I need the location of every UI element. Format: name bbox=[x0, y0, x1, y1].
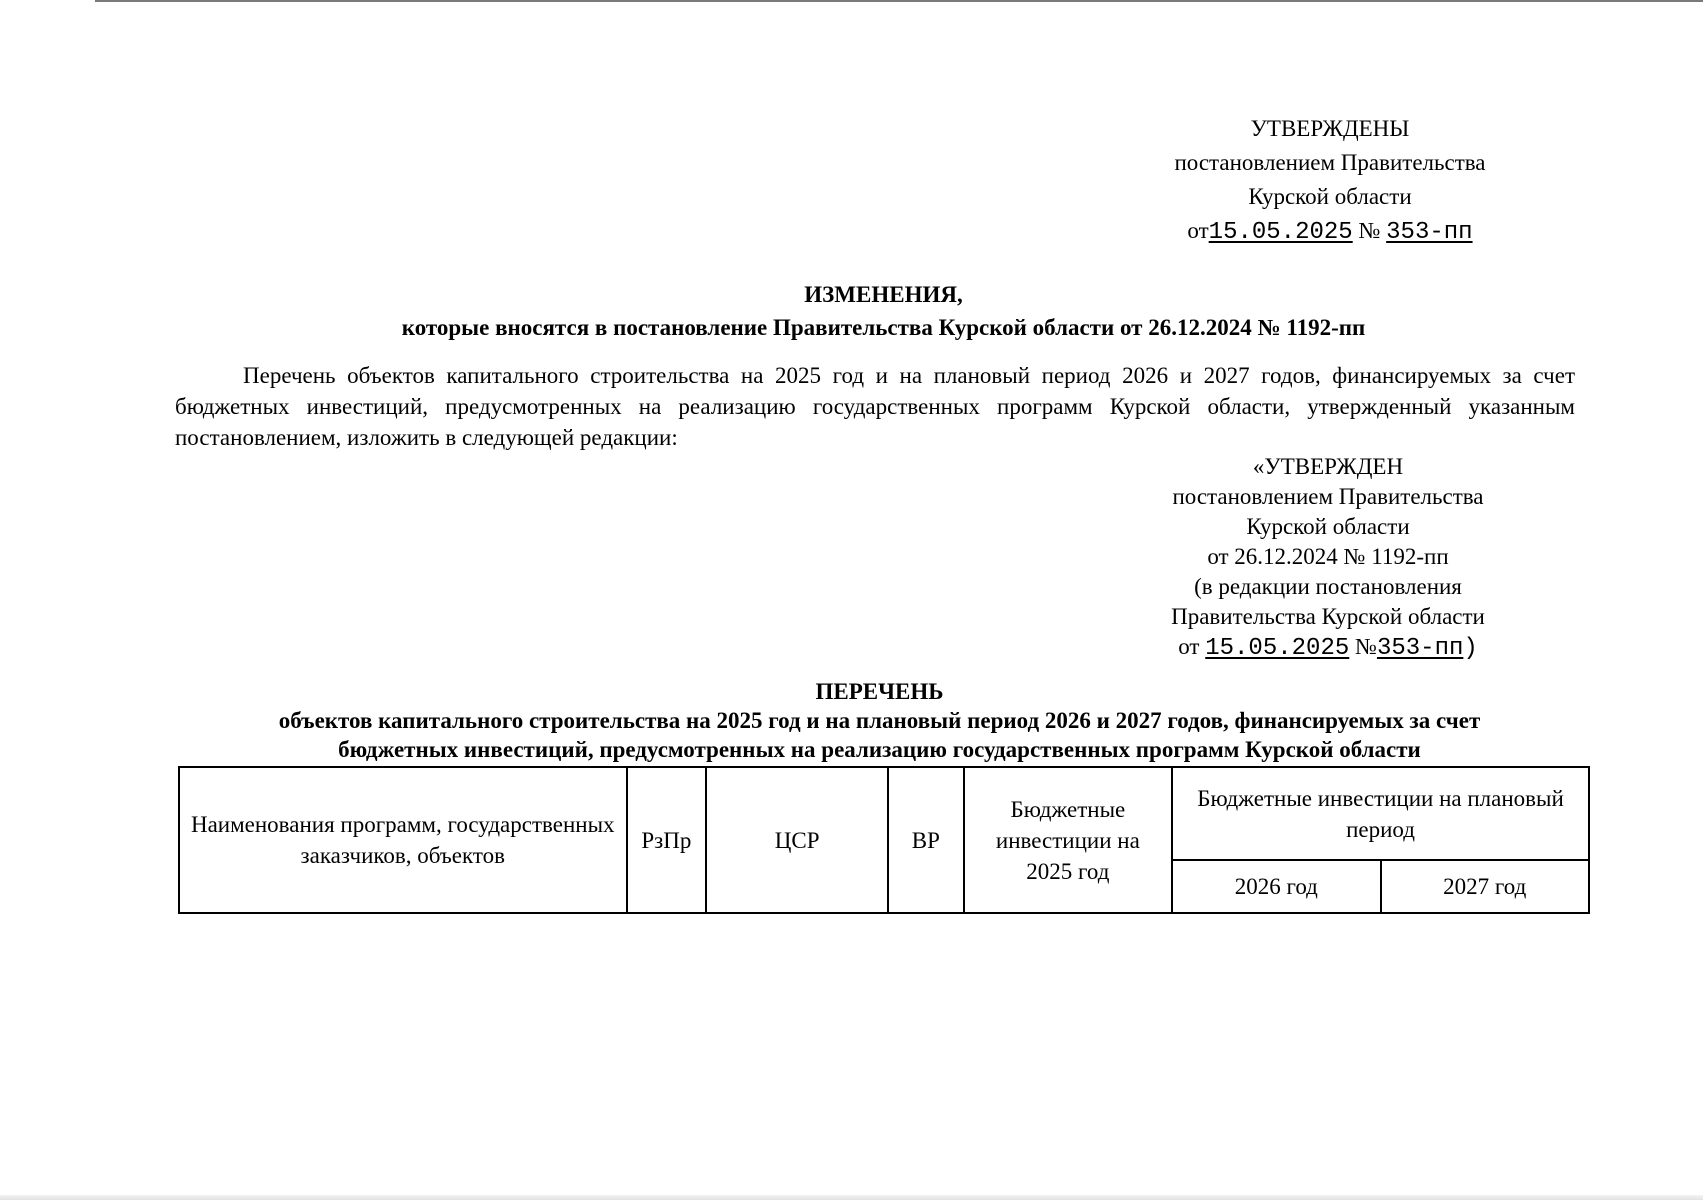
approval2-line5: (в редакции постановления bbox=[1194, 574, 1462, 599]
header-name: Наименования программ, государственных заказчиков, объектов bbox=[179, 767, 627, 913]
approval-line2: постановлением Правительства bbox=[1174, 150, 1486, 175]
approval2-line6: Правительства Курской области bbox=[1171, 604, 1485, 629]
header-planned: Бюджетные инвестиции на плановый период bbox=[1172, 767, 1589, 860]
approval-block bbox=[1120, 112, 1540, 250]
approval-number: 353-пп bbox=[1386, 219, 1473, 246]
objects-table bbox=[178, 766, 1590, 914]
approval2-number: 353-пп bbox=[1376, 635, 1464, 662]
intro-paragraph: Перечень объектов капитального строительства на 2025 год и на плановый период 2026 и 2027 годов, финансируемых за счет бюджетных инвестиций, предусмотренных на реализацию государственных программ Курской области, утвержденный указанным постановлением, изложить в следующей редакции: bbox=[175, 363, 1575, 450]
scan-edge-top bbox=[95, 0, 1703, 2]
approval-from: от bbox=[1187, 218, 1209, 243]
list-subtitle1: объектов капитального строительства на 2025 год и на плановый период 2026 и 2027 годов, финансируемых за счет bbox=[278, 708, 1481, 733]
approval2-line1: «УТВЕРЖДЕН bbox=[1252, 454, 1404, 479]
approval2-from: от bbox=[1178, 634, 1200, 659]
approval2-block bbox=[1108, 452, 1548, 664]
approval2-close: ) bbox=[1463, 635, 1478, 662]
approval-line1: УТВЕРЖДЕНЫ bbox=[1250, 116, 1410, 141]
list-subtitle2: бюджетных инвестиций, предусмотренных на реализацию государственных программ Курской области bbox=[338, 737, 1421, 762]
approval2-line4: от 26.12.2024 № 1192-пп bbox=[1207, 544, 1449, 569]
approval2-num-sign: № bbox=[1355, 634, 1377, 659]
approval2-date-line bbox=[1108, 632, 1548, 664]
approval-num-sign: № bbox=[1358, 218, 1381, 243]
header-vr: ВР bbox=[888, 767, 964, 913]
approval2-line3: Курской области bbox=[1246, 514, 1410, 539]
approval-date: 15.05.2025 bbox=[1208, 219, 1353, 246]
changes-subtitle: которые вносятся в постановление Правительства Курской области от 26.12.2024 № 1192-пп bbox=[401, 315, 1366, 340]
approval2-date: 15.05.2025 bbox=[1205, 635, 1350, 662]
header-rzpr: РзПр bbox=[627, 767, 707, 913]
header-2027: 2027 год bbox=[1381, 860, 1590, 913]
header-csr: ЦСР bbox=[706, 767, 888, 913]
approval-date-line bbox=[1120, 214, 1540, 250]
scan-edge-bottom bbox=[0, 1195, 1703, 1200]
list-title: ПЕРЕЧЕНЬ bbox=[815, 679, 944, 704]
header-2025: Бюджетные инвестиции на 2025 год bbox=[964, 767, 1172, 913]
approval-line3: Курской области bbox=[1248, 184, 1412, 209]
header-2026: 2026 год bbox=[1172, 860, 1380, 913]
approval2-line2: постановлением Правительства bbox=[1172, 484, 1484, 509]
changes-title: ИЗМЕНЕНИЯ, bbox=[804, 282, 963, 307]
table-header-row bbox=[179, 767, 1589, 860]
